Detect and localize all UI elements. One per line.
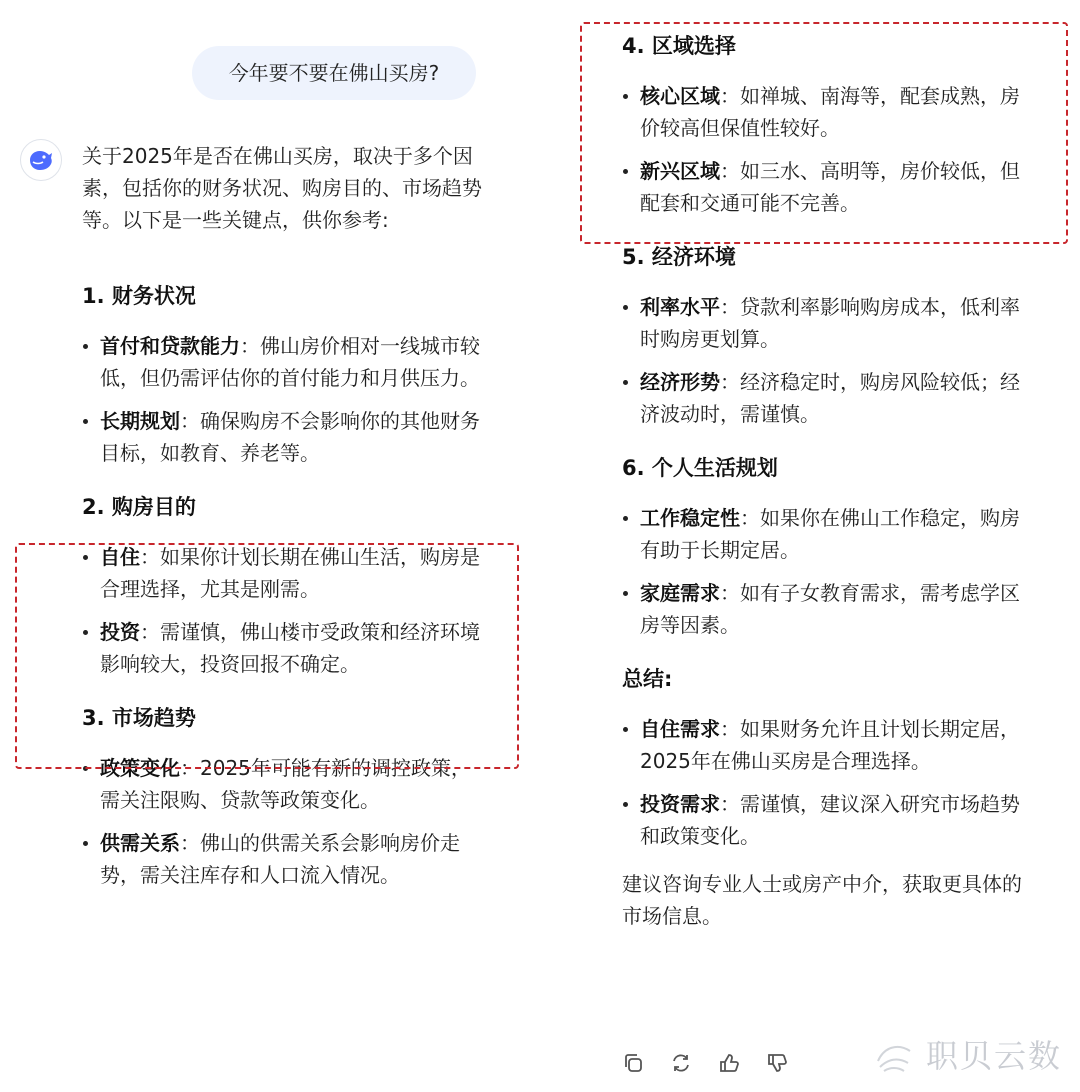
- highlight-box-region: [580, 22, 1068, 244]
- message-actions: [620, 1050, 790, 1076]
- bullet-text: ：佛山的供需关系会影响房价走势，需关注库存和人口流入情况。: [100, 831, 460, 887]
- intro-paragraph: 关于2025年是否在佛山买房，取决于多个因素，包括你的财务状况、购房目的、市场趋势等。以下是一些关键点，供你参考:: [82, 144, 482, 232]
- bullet-item: [622, 366, 1032, 430]
- bullet-text: ：如有子女教育需求，需考虑学区房等因素。: [640, 581, 1020, 637]
- bullet-term: 核心区域: [640, 84, 720, 108]
- bullet-list: [622, 502, 1032, 641]
- bullet-item: [622, 713, 1032, 777]
- bullet-term: 新兴区域: [640, 159, 720, 183]
- bullet-item: [622, 788, 1032, 852]
- bullet-term: 自住需求: [640, 717, 720, 741]
- bullet-text: ：需谨慎，建议深入研究市场趋势和政策变化。: [640, 792, 1020, 848]
- bullet-text: ：确保购房不会影响你的其他财务目标，如教育、养老等。: [100, 409, 480, 465]
- section-title: 3. 市场趋势: [82, 706, 196, 730]
- highlight-box-purpose: [15, 543, 519, 769]
- bullet-term: 长期规划: [100, 409, 180, 433]
- section-title: 5. 经济环境: [622, 245, 736, 269]
- section: [622, 663, 1032, 852]
- bullet-text: ：如果你计划长期在佛山生活，购房是合理选择，尤其是刚需。: [100, 545, 480, 601]
- bullet-text: ：佛山房价相对一线城市较低，但仍需评估你的首付能力和月供压力。: [100, 334, 480, 390]
- left-column: [82, 140, 482, 913]
- bullet-text: ：经济稳定时，购房风险较低；经济波动时，需谨慎。: [640, 370, 1020, 426]
- bullet-text: ：如三水、高明等，房价较低，但配套和交通可能不完善。: [640, 159, 1020, 215]
- whale-logo-icon: [27, 146, 55, 174]
- closing-paragraph: 建议咨询专业人士或房产中介，获取更具体的市场信息。: [622, 872, 1022, 928]
- bullet-term: 投资需求: [640, 792, 720, 816]
- bullet-term: 利率水平: [640, 295, 720, 319]
- bullet-item: [622, 502, 1032, 566]
- section-title: 总结:: [622, 667, 673, 691]
- bullet-term: 自住: [100, 545, 140, 569]
- bullet-list: [82, 330, 482, 469]
- section-title: 1. 财务状况: [82, 284, 196, 308]
- bullet-text: ：贷款利率影响购房成本，低利率时购房更划算。: [640, 295, 1020, 351]
- bullet-item: [82, 330, 482, 394]
- bullet-term: 首付和贷款能力: [100, 334, 240, 358]
- bullet-term: 供需关系: [100, 831, 180, 855]
- bullet-text: ：2025年可能有新的调控政策，需关注限购、贷款等政策变化。: [100, 756, 471, 812]
- bullet-term: 工作稳定性: [640, 506, 740, 530]
- section-title: 2. 购房目的: [82, 495, 196, 519]
- bullet-text: ：如果你在佛山工作稳定，购房有助于长期定居。: [640, 506, 1020, 562]
- watermark: [872, 1026, 1072, 1082]
- watermark-text: 职贝云数: [926, 1037, 1063, 1075]
- bullet-text: ：如果财务允许且计划长期定居，2025年在佛山买房是合理选择。: [640, 717, 1020, 773]
- bullet-item: [622, 291, 1032, 355]
- user-message-bubble: 今年要不要在佛山买房?: [192, 46, 476, 100]
- bullet-item: [622, 577, 1032, 641]
- bullet-term: 投资: [100, 620, 140, 644]
- bullet-text: ：如禅城、南海等，配套成熟，房价较高但保值性较好。: [640, 84, 1020, 140]
- section: [82, 280, 482, 469]
- bullet-list: [622, 713, 1032, 852]
- section-title: 6. 个人生活规划: [622, 456, 778, 480]
- bullet-list: [622, 291, 1032, 430]
- thumbs-up-icon[interactable]: [716, 1050, 742, 1076]
- regenerate-icon[interactable]: [668, 1050, 694, 1076]
- section: [622, 241, 1032, 430]
- bullet-list: [82, 752, 482, 891]
- assistant-avatar: [20, 139, 62, 181]
- bullet-term: 经济形势: [640, 370, 720, 394]
- bullet-text: ：需谨慎，佛山楼市受政策和经济环境影响较大，投资回报不确定。: [100, 620, 480, 676]
- copy-icon[interactable]: [620, 1050, 646, 1076]
- section: [622, 452, 1032, 641]
- section-title: 4. 区域选择: [622, 34, 736, 58]
- bullet-term: 政策变化: [100, 756, 180, 780]
- bullet-item: [82, 405, 482, 469]
- watermark-logo-icon: [872, 1031, 918, 1077]
- thumbs-down-icon[interactable]: [764, 1050, 790, 1076]
- bullet-term: 家庭需求: [640, 581, 720, 605]
- bullet-item: [82, 827, 482, 891]
